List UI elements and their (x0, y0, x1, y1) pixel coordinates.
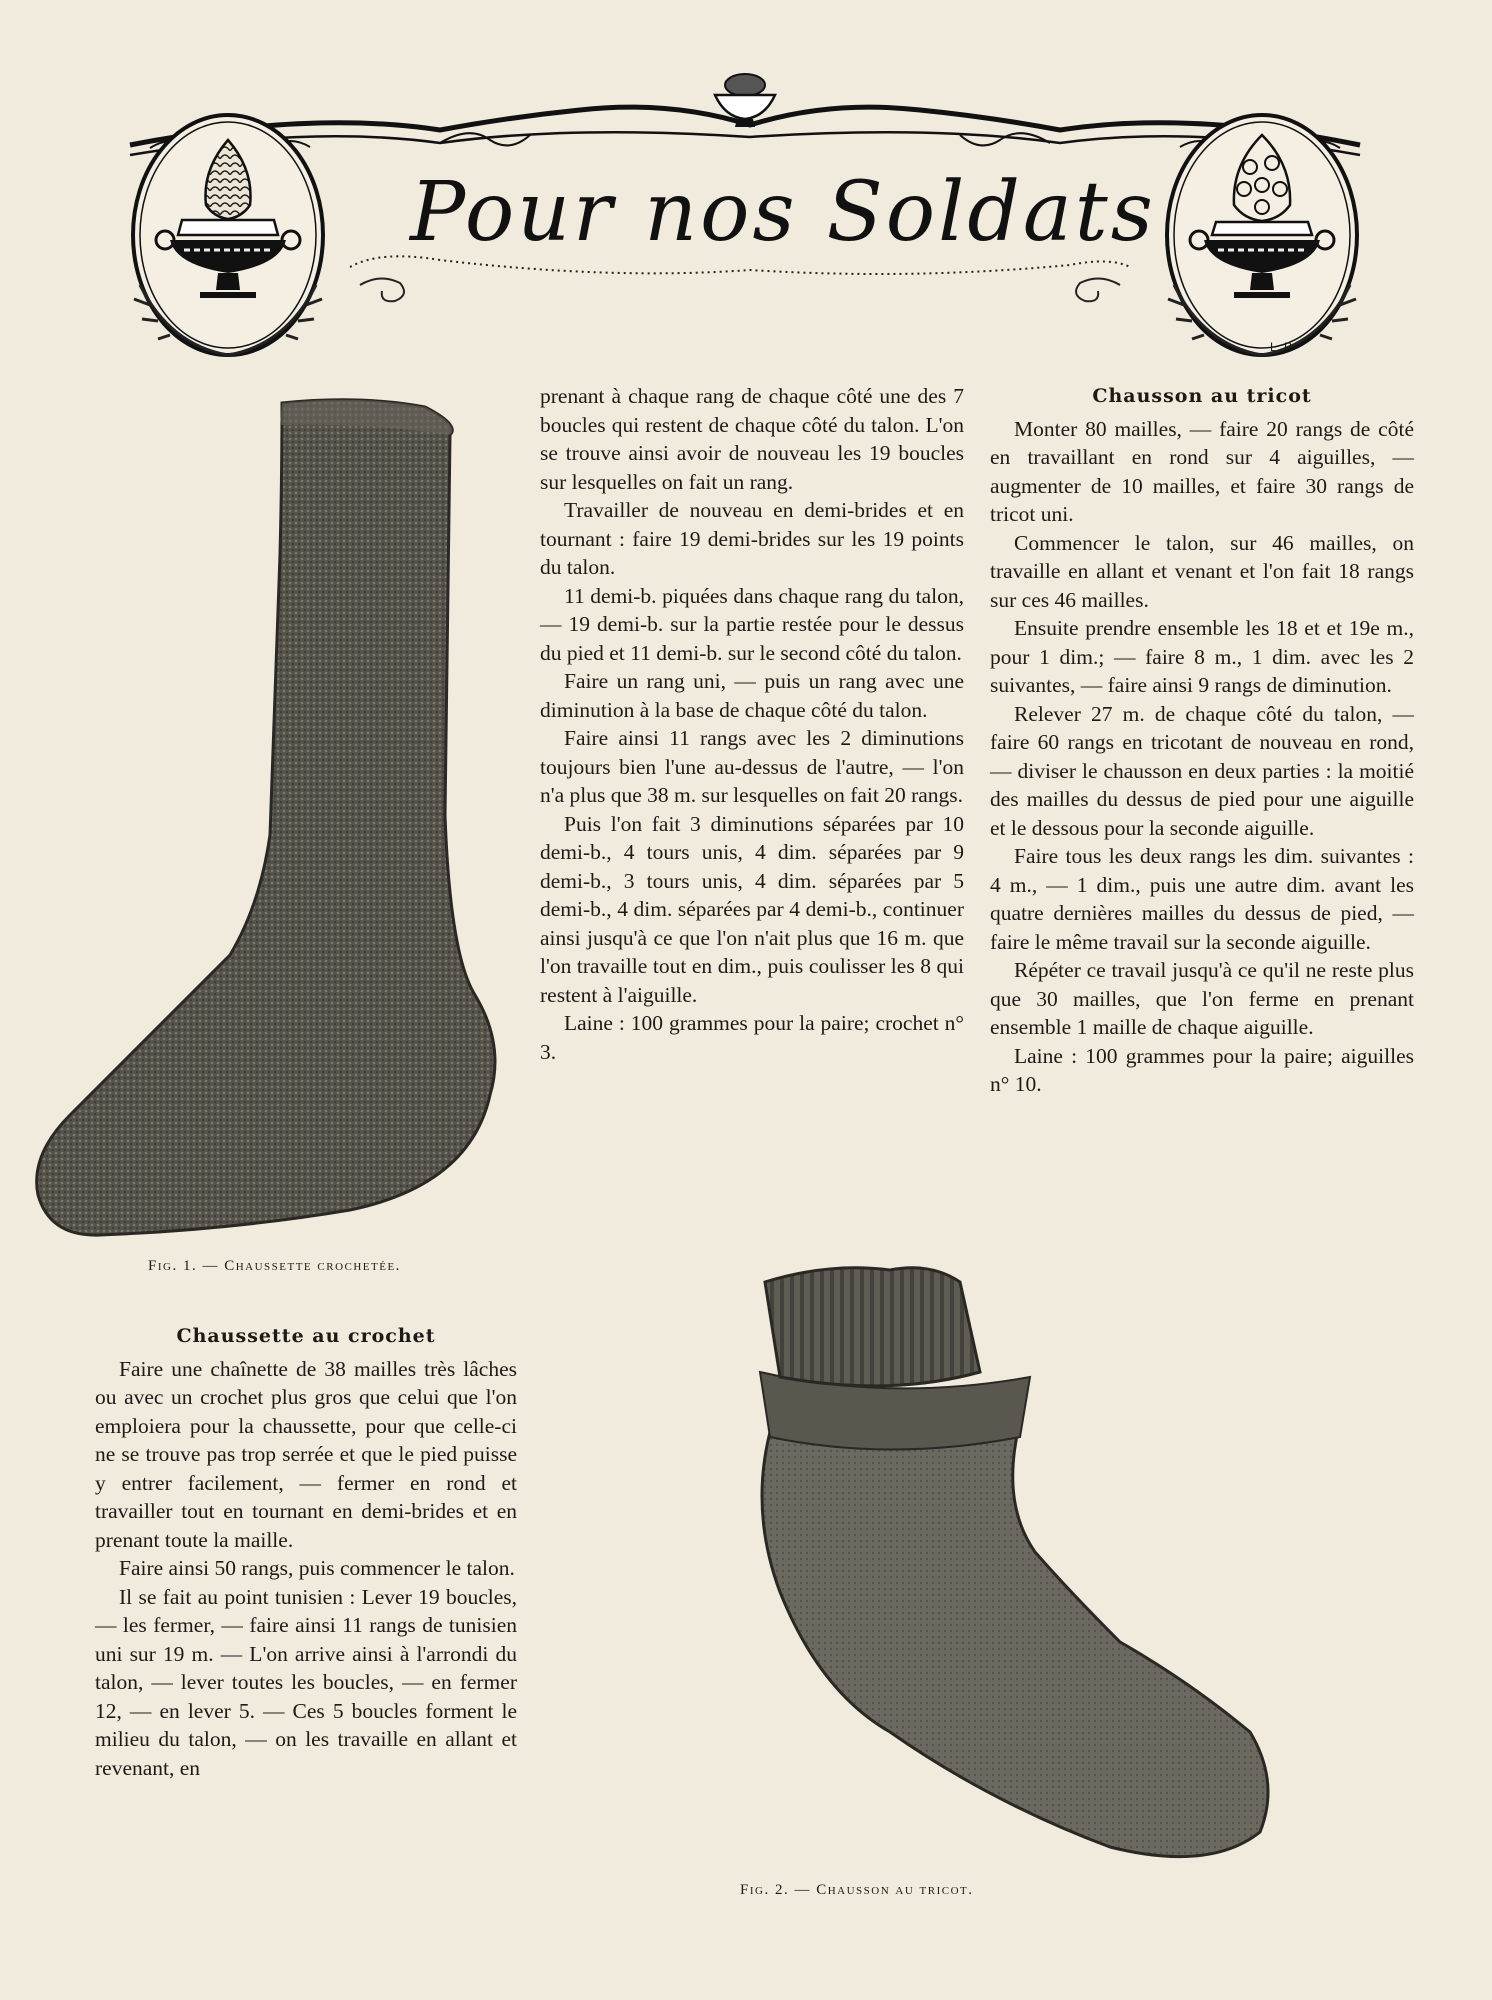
crochet-paragraph: Faire une chaînette de 38 mailles très lâches ou avec un crochet plus gros que celui que l'on emploiera pour la chaussette, pour que celle-ci ne se trouve pas trop serrée et que le pied puisse y entrer facilement, — fermer en rond et travailler tout en tournant en demi-brides et en prenant toute la maille. (95, 1356, 517, 1552)
figure-1-caption: Fig. 1. — Chaussette crochetée. (148, 1258, 401, 1274)
tricot-paragraph: Commencer le talon, sur 46 mailles, on travaille en allant et venant et l'on fait 18 rangs sur ces 46 mailles. (990, 530, 1414, 612)
middle-paragraph: 11 demi-b. piquées dans chaque rang du talon, — 19 demi-b. sur la partie restée pour le dessus du pied et 11 demi-b. sur le second côté du talon. (540, 583, 964, 665)
tricot-paragraph: Faire tous les deux rangs les dim. suivantes : 4 m., — 1 dim., puis une autre dim. avant les quatre dernières mailles du dessus de pied, — faire le même travail sur la seconde aiguille. (990, 844, 1414, 954)
tricot-section (990, 382, 1414, 1099)
middle-paragraph: Travailler de nouveau en demi-brides et en tournant : faire 19 demi-brides sur les 19 points du talon. (540, 498, 964, 579)
tricot-paragraph: Ensuite prendre ensemble les 18 et et 19e m., pour 1 dim.; — faire 8 m., 1 dim. avec les 2 suivantes, — faire ainsi 9 rangs de diminution. (990, 616, 1414, 697)
crochet-section (95, 1322, 517, 1782)
signature: L.P (1270, 340, 1295, 354)
crochet-paragraph: Il se fait au point tunisien : Lever 19 boucles, — les fermer, — faire ainsi 11 rangs de tunisien uni sur 19 m. — L'on arrive ainsi à l'arrondi du talon, — lever toutes les boucles, — en fermer 12, — en lever 5. — Ces 5 boucles forment le milieu du talon, — on les travaille en allant et revenant, en (95, 1584, 517, 1780)
crochet-paragraph: Faire ainsi 50 rangs, puis commencer le talon. (119, 1556, 515, 1580)
tricot-paragraph: Relever 27 m. de chaque côté du talon, — faire 60 rangs en tricotant de nouveau en rond, — diviser le chausson en deux parties : la moitié des mailles du dessus de pied pour une aiguille et le dessous pour la seconde aiguille. (990, 701, 1414, 840)
figure-2-knitted-sock (690, 1262, 1280, 1862)
middle-paragraph: Faire ainsi 11 rangs avec les 2 diminutions toujours bien l'une au-dessus de l'autre, — l'on n'a plus que 38 m. sur lesquelles on fait 20 rangs. (540, 726, 964, 807)
tricot-paragraph: Répéter ce travail jusqu'à ce qu'il ne reste plus que 30 mailles, que l'on ferme en prenant ensemble 1 maille de chaque aiguille. (990, 958, 1414, 1039)
middle-paragraph: Laine : 100 grammes pour la paire; crochet n° 3. (540, 1011, 964, 1064)
middle-column (540, 382, 964, 1066)
tricot-paragraph: Laine : 100 grammes pour la paire; aiguilles n° 10. (990, 1043, 1414, 1096)
crochet-heading: Chaussette au crochet (176, 1325, 436, 1347)
figure-2-caption: Fig. 2. — Chausson au tricot. (740, 1882, 974, 1898)
middle-paragraph: Faire un rang uni, — puis un rang avec une diminution à la base de chaque côté du talon. (540, 669, 964, 722)
tricot-heading: Chausson au tricot (1092, 385, 1312, 407)
figure-1-crocheted-sock (30, 395, 520, 1240)
left-medallion-urn-icon (133, 115, 323, 355)
right-medallion-urn-icon (1167, 115, 1357, 355)
middle-paragraph: prenant à chaque rang de chaque côté une des 7 boucles qui restent de chaque côté du talon. L'on se trouve ainsi avoir de nouveau les 19 boucles sur lesquelles on fait un rang. (540, 384, 964, 494)
middle-paragraph: Puis l'on fait 3 diminutions séparées par 10 demi-b., 4 tours unis, 4 dim. séparées par 9 demi-b., 3 tours unis, 4 dim. séparées par 5 demi-b., 4 dim. séparées par 4 demi-b., continuer ainsi jusqu'à ce que l'on n'ait plus que 16 m. que l'on travaille tout en dim., puis coulisser les 8 qui restent à l'aiguille. (540, 811, 964, 1007)
tricot-paragraph: Monter 80 mailles, — faire 20 rangs de côté en travaillant en rond sur 4 aiguilles, — augmenter de 10 mailles, et faire 30 rangs de tricot uni. (990, 416, 1414, 526)
page-title: Pour nos Soldats (410, 165, 1156, 260)
